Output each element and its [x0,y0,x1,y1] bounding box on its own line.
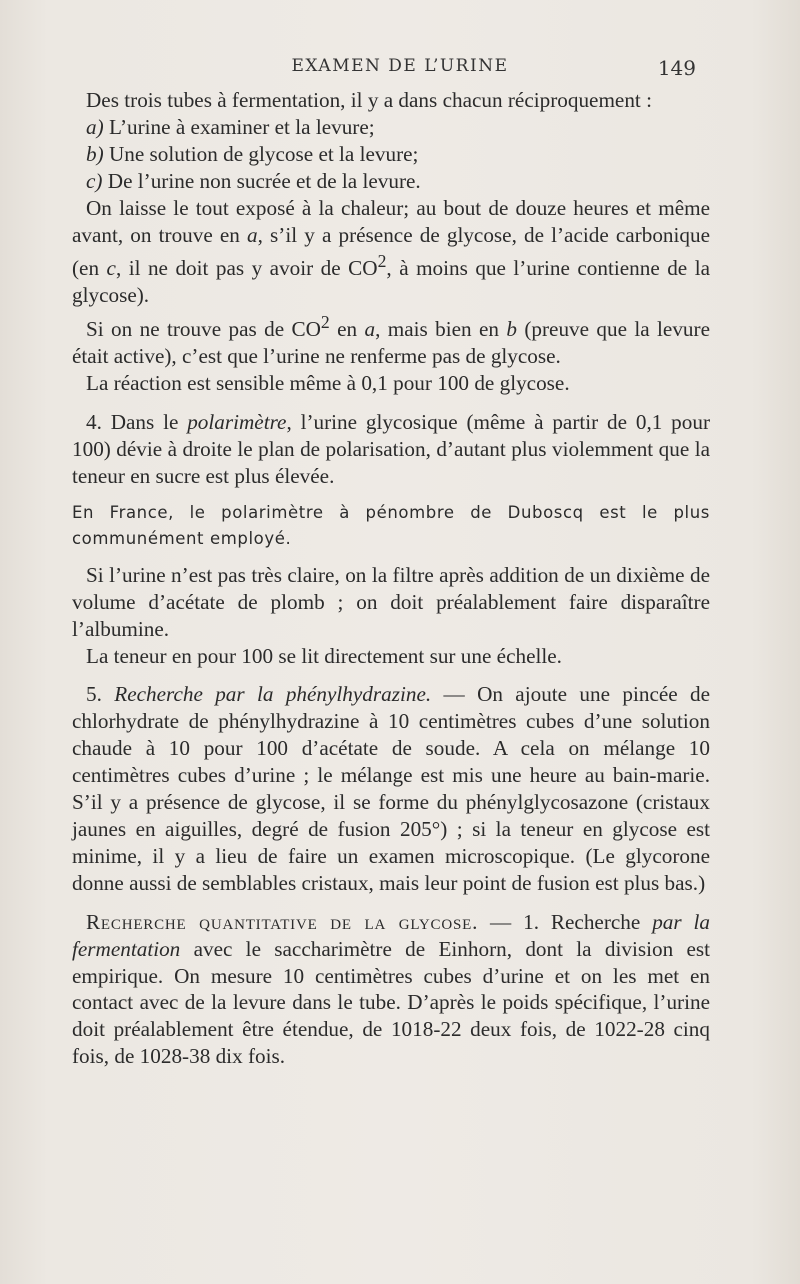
superscript: 2 [377,251,387,272]
text-span: — On ajoute une pincée de chlorhydrate de phénylhydrazine à 10 centimètres cubes d’une solution chaude à 10 pour 100 d’acétate de soude. A cela on mélange 10 centimètres cubes d’urine ; le mélange est mis une heure au bain-marie. S’il y a présence de glycose, il se forme du phénylglycosazone (cristaux jaunes en aiguilles, degré de fusion 205°) ; si la teneur en glycose est minime, il y a lieu de faire un examen microscopique. (Le glycorone donne aussi de semblables cristaux, mais leur point de fusion est plus bas.) [72,682,711,895]
paragraph-chaleur [72,195,710,310]
text-span: , mais bien en [375,317,507,342]
text-span: , s’il y a présence de glycose, de l’acide carbonique (en [72,222,711,281]
text-span: (preuve que la levure était active), c’est que l’urine ne renferme pas de glycose. [72,317,710,369]
paragraph-filtre [72,562,710,643]
text-span: Si l’urine n’est pas très claire, on la filtre après addition de un dixième de volume d’acétate de plomb ; on doit préalablement faire disparaître l’albumine. [72,562,710,641]
superscript: 2 [320,312,330,333]
text-span: 4. Dans le [86,410,188,435]
item-letter: a) [86,114,104,139]
italic-letter: a [364,317,376,342]
item-letter: b) [86,141,104,166]
small-caps-heading: Recherche quantitative de la glycose. [86,909,479,934]
italic-term: par la fermentation [72,909,710,961]
list-item-c [72,168,710,195]
body-text [72,87,710,1070]
text-span: Une solution de glycose et la levure; [103,141,419,166]
page-header [0,56,800,86]
text-span: 5. [86,682,115,707]
text-span: en [329,317,365,342]
italic-letter: a [247,222,258,247]
page-number: 149 [657,56,696,80]
text-span: La réaction est sensible même à 0,1 pour 100 de glycose. [86,371,570,396]
paragraph-intro [72,87,710,114]
text-span: , l’urine glycosique (même à partir de 0,1 pour 100) dévie à droite le plan de polarisation, d’autant plus violemment que la teneur en sucre est plus élevée. [72,410,710,488]
paragraph-co2 [72,309,710,370]
paragraph-reaction [72,370,710,397]
note-small-print: En France, le polarimètre à pénombre de Duboscq est le plus communément employé. [72,502,710,548]
text-span: , à moins que l’urine contienne de la glycose). [72,256,710,308]
text-span: On laisse le tout exposé à la chaleur; au bout de douze heures et même avant, on trouve en [72,195,710,247]
text-span: — 1. Recherche [478,909,653,934]
italic-heading: Recherche par la phénylhydrazine. [114,682,432,707]
text-span: La teneur en pour 100 se lit directement sur une échelle. [86,643,562,668]
list-item-b [72,141,710,168]
text-span: avec le saccharimètre de Einhorn, dont la division est empirique. On mesure 10 centimètres cubes d’urine et on les met en contact avec de la levure dans le tube. D’après le poids spécifique, l’urine doit préalablement être étendue, de 1018-22 deux fois, de 1022-28 cinq fois, de 1028-38 dix fois. [72,936,710,1069]
paragraph-teneur [72,643,710,670]
item-letter: c) [86,168,103,193]
text-span: Des trois tubes à fermentation, il y a dans chacun réciproquement : [86,88,652,112]
text-span: De l’urine non sucrée et de la levure. [102,168,421,193]
italic-term: polarimètre [187,410,287,435]
running-head: EXAMEN DE L’URINE [291,56,509,76]
text-span: L’urine à examiner et la levure; [103,114,375,139]
paragraph-quantitative [72,909,710,1070]
list-item-a [72,114,710,141]
italic-letter: b [506,317,517,342]
text-span: Si on ne trouve pas de CO [86,317,321,342]
paragraph-polarimetre [72,409,710,490]
paragraph-phenylhydrazine [72,681,710,896]
text-span: , il ne doit pas y avoir de CO [115,256,378,281]
italic-letter: c [106,256,116,281]
